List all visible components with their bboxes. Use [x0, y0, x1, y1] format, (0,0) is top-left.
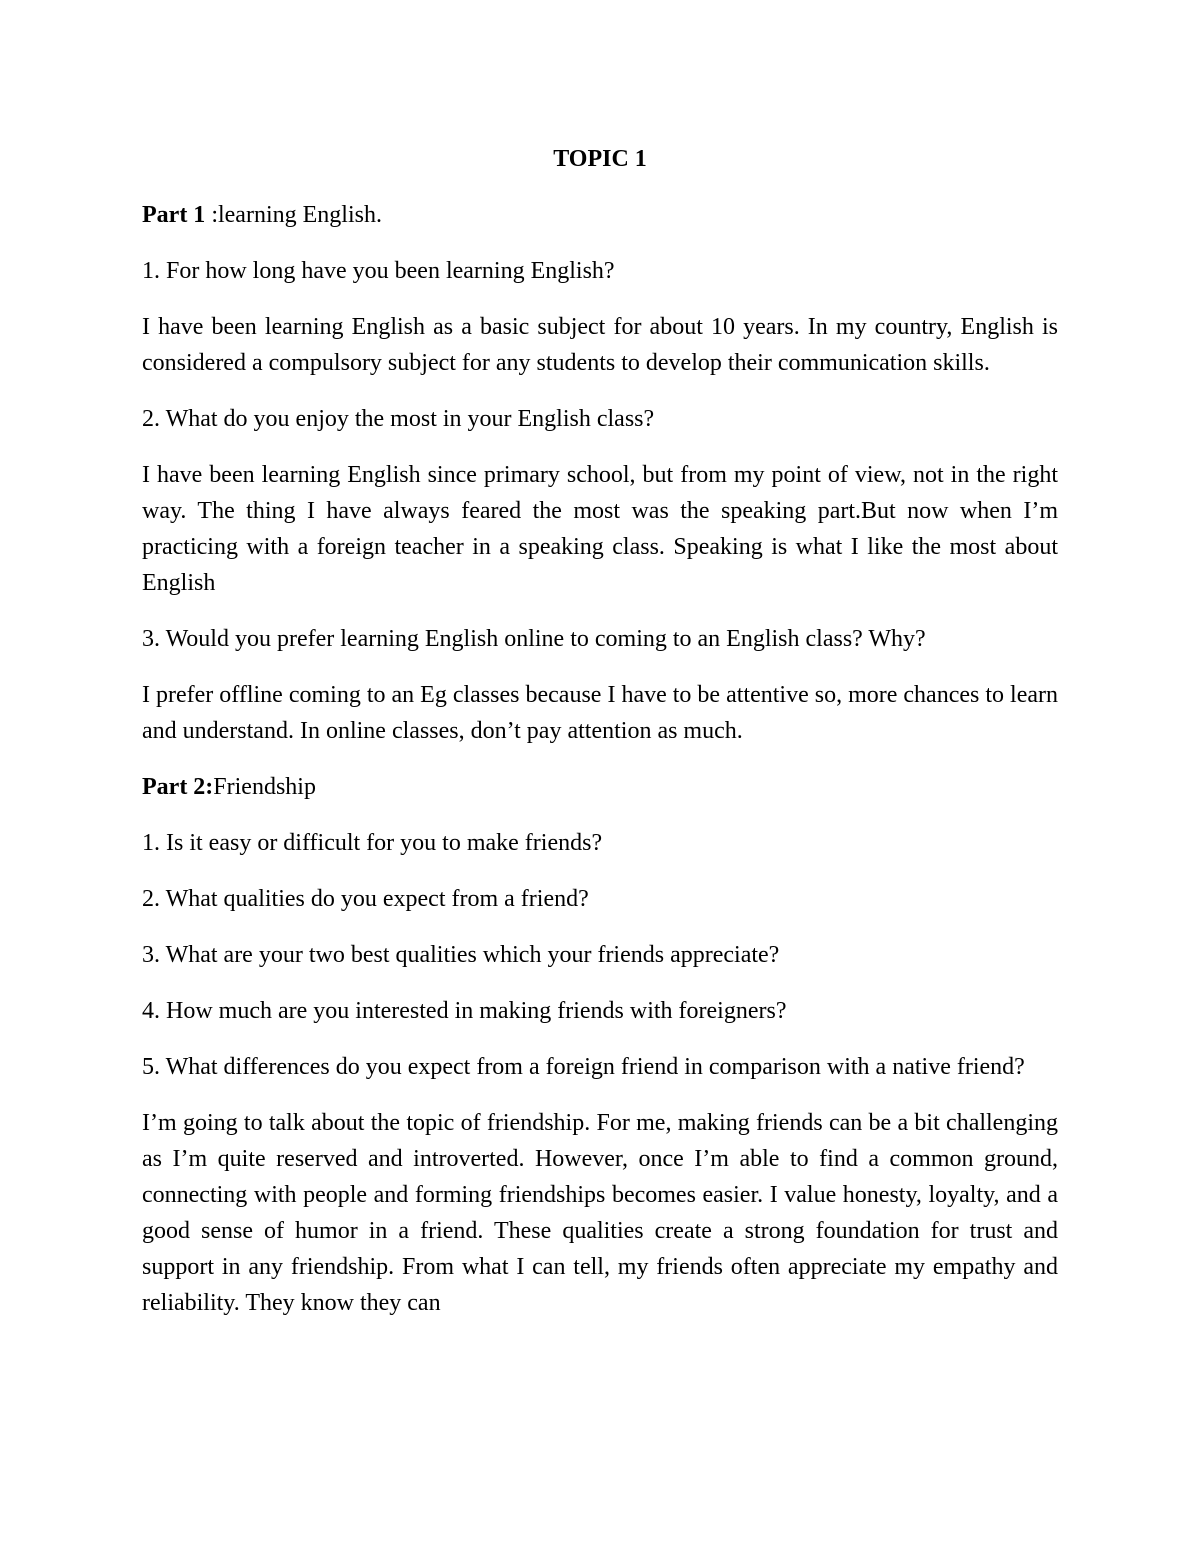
part2-answer: I’m going to talk about the topic of friendship. For me, making friends can be a bit challenging as I’m quite reserved and introverted. However, once I’m able to find a common ground, connecting with people and forming friendships becomes easier. I value honesty, loyalty, and a good sense of humor in a friend. These qualities create a strong foundation for trust and support in any friendship. From what I can tell, my friends often appreciate my empathy and reliability. They know they can: [142, 1110, 1058, 1316]
part1-heading: [142, 197, 1058, 233]
part2-question-5: 5. What differences do you expect from a foreign friend in comparison with a native friend?: [142, 1054, 1025, 1080]
part1-answer-3: I prefer offline coming to an Eg classes because I have to be attentive so, more chances to learn and understand. In online classes, don’t pay attention as much.: [142, 682, 1058, 744]
part1-label: Part 1: [142, 202, 206, 228]
part2-topic: Friendship: [213, 774, 316, 800]
part2-question-3: 3. What are your two best qualities which your friends appreciate?: [142, 942, 780, 968]
document-body: [142, 141, 1058, 1341]
part2-heading: [142, 769, 1058, 805]
part1-answer-1: I have been learning English as a basic subject for about 10 years. In my country, English is considered a compulsory subject for any students to develop their communication skills.: [142, 314, 1058, 376]
part1-question-2: 2. What do you enjoy the most in your English class?: [142, 406, 655, 432]
part2-label: Part 2:: [142, 774, 214, 800]
part2-question-1: 1. Is it easy or difficult for you to make friends?: [142, 830, 603, 856]
part1-answer-2: I have been learning English since primary school, but from my point of view, not in the right way. The thing I have always feared the most was the speaking part.But now when I’m practicing with a foreign teacher in a speaking class. Speaking is what I like the most about English: [142, 462, 1058, 596]
part2-question-4: 4. How much are you interested in making friends with foreigners?: [142, 998, 787, 1024]
part1-question-1: 1. For how long have you been learning English?: [142, 258, 615, 284]
part1-question-3: 3. Would you prefer learning English online to coming to an English class? Why?: [142, 626, 926, 652]
part2-question-2: 2. What qualities do you expect from a friend?: [142, 886, 589, 912]
part1-topic: :learning English.: [205, 202, 382, 228]
page-title: TOPIC 1: [553, 146, 647, 172]
